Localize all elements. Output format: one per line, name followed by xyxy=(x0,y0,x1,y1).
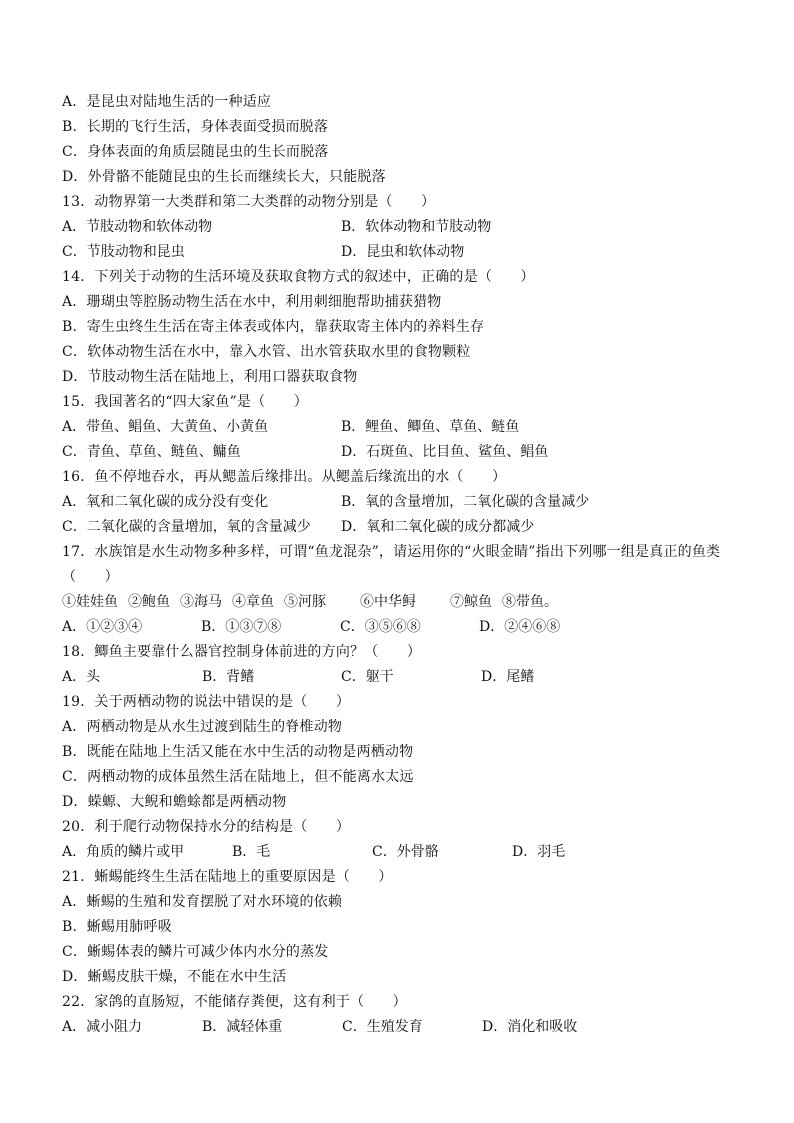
q17-options xyxy=(62,615,742,640)
q17-item-list xyxy=(62,590,742,615)
q21-option-b: B．蜥蜴用肺呼吸 xyxy=(62,919,172,935)
q20-option-d: D．羽毛 xyxy=(512,844,566,860)
q19-stem: 19．关于两栖动物的说法中错误的是（ ） xyxy=(62,694,351,710)
q20-option-b: B．毛 xyxy=(232,844,271,860)
q16-option-c: C．二氧化碳的含量增加，氧的含量减少 xyxy=(62,519,311,535)
q17-item: ⑦鲸鱼 xyxy=(450,594,492,610)
q21-option-c: C．蜥蜴体表的鳞片可减少体内水分的蒸发 xyxy=(62,944,329,960)
q19-option-b: B．既能在陆地上生活又能在水中生活的动物是两栖动物 xyxy=(62,744,414,760)
q17-item: ①娃娃鱼 xyxy=(62,594,118,610)
question-list xyxy=(62,90,742,1040)
q22-stem: 22．家鸽的直肠短，不能储存粪便，这有利于（ ） xyxy=(62,994,407,1010)
q13-stem: 13．动物界第一大类群和第二大类群的动物分别是（ ） xyxy=(62,194,436,210)
q14-stem: 14．下列关于动物的生活环境及获取食物方式的叙述中，正确的是（ ） xyxy=(62,269,535,285)
q17-option-a: A．①②③④ xyxy=(62,619,143,635)
q15-options-row1 xyxy=(62,415,742,440)
q12-option-a: A．是昆虫对陆地生活的一种适应 xyxy=(62,94,272,110)
q16-option-d: D．氧和二氧化碳的成分都减少 xyxy=(341,519,535,535)
q15-stem: 15．我国著名的“四大家鱼”是（ ） xyxy=(62,394,308,410)
q12-option-b: B．长期的飞行生活，身体表面受损而脱落 xyxy=(62,119,329,135)
q22-option-a: A．减小阻力 xyxy=(62,1019,143,1035)
q22-option-b: B．减轻体重 xyxy=(202,1019,283,1035)
q17-option-c: C．③⑤⑥⑧ xyxy=(340,619,421,635)
q18-stem: 18．鲫鱼主要靠什么器官控制身体前进的方向？（ ） xyxy=(62,644,422,660)
q16-option-a: A．氧和二氧化碳的成分没有变化 xyxy=(62,494,269,510)
q20-option-a: A．角质的鳞片或甲 xyxy=(62,844,185,860)
q14-option-a: A．珊瑚虫等腔肠动物生活在水中，利用刺细胞帮助捕获猎物 xyxy=(62,294,442,310)
q21-stem: 21．蜥蜴能终生生活在陆地上的重要原因是（ ） xyxy=(62,869,393,885)
q21-option-d: D．蜥蜴皮肤干燥，不能在水中生活 xyxy=(62,969,287,985)
q15-option-b: B．鲤鱼、鲫鱼、草鱼、鲢鱼 xyxy=(341,419,520,435)
q17-item: ⑤河豚 xyxy=(284,594,326,610)
q17-item: ④章鱼 xyxy=(232,594,274,610)
q13-option-d: D．昆虫和软体动物 xyxy=(341,244,465,260)
q17-option-b: B．①③⑦⑧ xyxy=(201,619,282,635)
q20-options xyxy=(62,840,742,865)
q15-options-row2 xyxy=(62,440,742,465)
q13-option-c: C．节肢动物和昆虫 xyxy=(62,244,185,260)
q12-option-d: D．外骨骼不能随昆虫的生长而继续长大，只能脱落 xyxy=(62,169,386,185)
q14-option-c: C．软体动物生活在水中，靠入水管、出水管获取水里的食物颗粒 xyxy=(62,344,471,360)
q16-option-b: B．氧的含量增加，二氧化碳的含量减少 xyxy=(341,494,590,510)
q17-item: ⑥中华鲟 xyxy=(360,594,416,610)
q22-option-c: C．生殖发育 xyxy=(342,1019,423,1035)
q17-item: ⑧带鱼。 xyxy=(502,594,558,610)
q15-option-d: D．石斑鱼、比目鱼、鲨鱼、鲳鱼 xyxy=(341,444,549,460)
q13-option-b: B．软体动物和节肢动物 xyxy=(341,219,492,235)
q15-option-a: A．带鱼、鲳鱼、大黄鱼、小黄鱼 xyxy=(62,419,269,435)
q17-item: ③海马 xyxy=(180,594,222,610)
q15-option-c: C．青鱼、草鱼、鲢鱼、鳙鱼 xyxy=(62,444,241,460)
q13-option-a: A．节肢动物和软体动物 xyxy=(62,219,213,235)
q13-options-row1 xyxy=(62,215,742,240)
q18-options xyxy=(62,665,742,690)
q13-options-row2 xyxy=(62,240,742,265)
q18-option-c: C．躯干 xyxy=(341,669,394,685)
q16-options-row2 xyxy=(62,515,742,540)
q20-option-c: C．外骨骼 xyxy=(372,844,439,860)
q20-stem: 20．利于爬行动物保持水分的结构是（ ） xyxy=(62,819,351,835)
q22-option-d: D．消化和吸收 xyxy=(482,1019,578,1035)
q19-option-d: D．蝾螈、大鲵和蟾蜍都是两栖动物 xyxy=(62,794,287,810)
q17-option-d: D．②④⑥⑧ xyxy=(479,619,561,635)
q18-option-d: D．尾鳍 xyxy=(481,669,535,685)
q17-item: ②鲍鱼 xyxy=(128,594,170,610)
q14-option-d: D．节肢动物生活在陆地上，利用口器获取食物 xyxy=(62,369,358,385)
q19-option-c: C．两栖动物的成体虽然生活在陆地上，但不能离水太远 xyxy=(62,769,414,785)
q21-option-a: A．蜥蜴的生殖和发育摆脱了对水环境的依赖 xyxy=(62,894,343,910)
q16-options-row1 xyxy=(62,490,742,515)
q16-stem: 16．鱼不停地吞水，再从鳃盖后缘排出。从鳃盖后缘流出的水（ ） xyxy=(62,469,507,485)
q17-stem-blank: （ ） xyxy=(62,569,119,585)
q17-stem: 17．水族馆是水生动物多种多样，可谓“鱼龙混杂”，请运用你的“火眼金睛”指出下列哪一组是真正的鱼类 xyxy=(62,544,721,560)
q18-option-a: A．头 xyxy=(62,669,101,685)
q18-option-b: B．背鳍 xyxy=(202,669,255,685)
q19-option-a: A．两栖动物是从水生过渡到陆生的脊椎动物 xyxy=(62,719,343,735)
q22-options xyxy=(62,1015,742,1040)
q12-option-c: C．身体表面的角质层随昆虫的生长而脱落 xyxy=(62,144,329,160)
q14-option-b: B．寄生虫终生生活在寄主体表或体内，靠获取寄主体内的养料生存 xyxy=(62,319,485,335)
